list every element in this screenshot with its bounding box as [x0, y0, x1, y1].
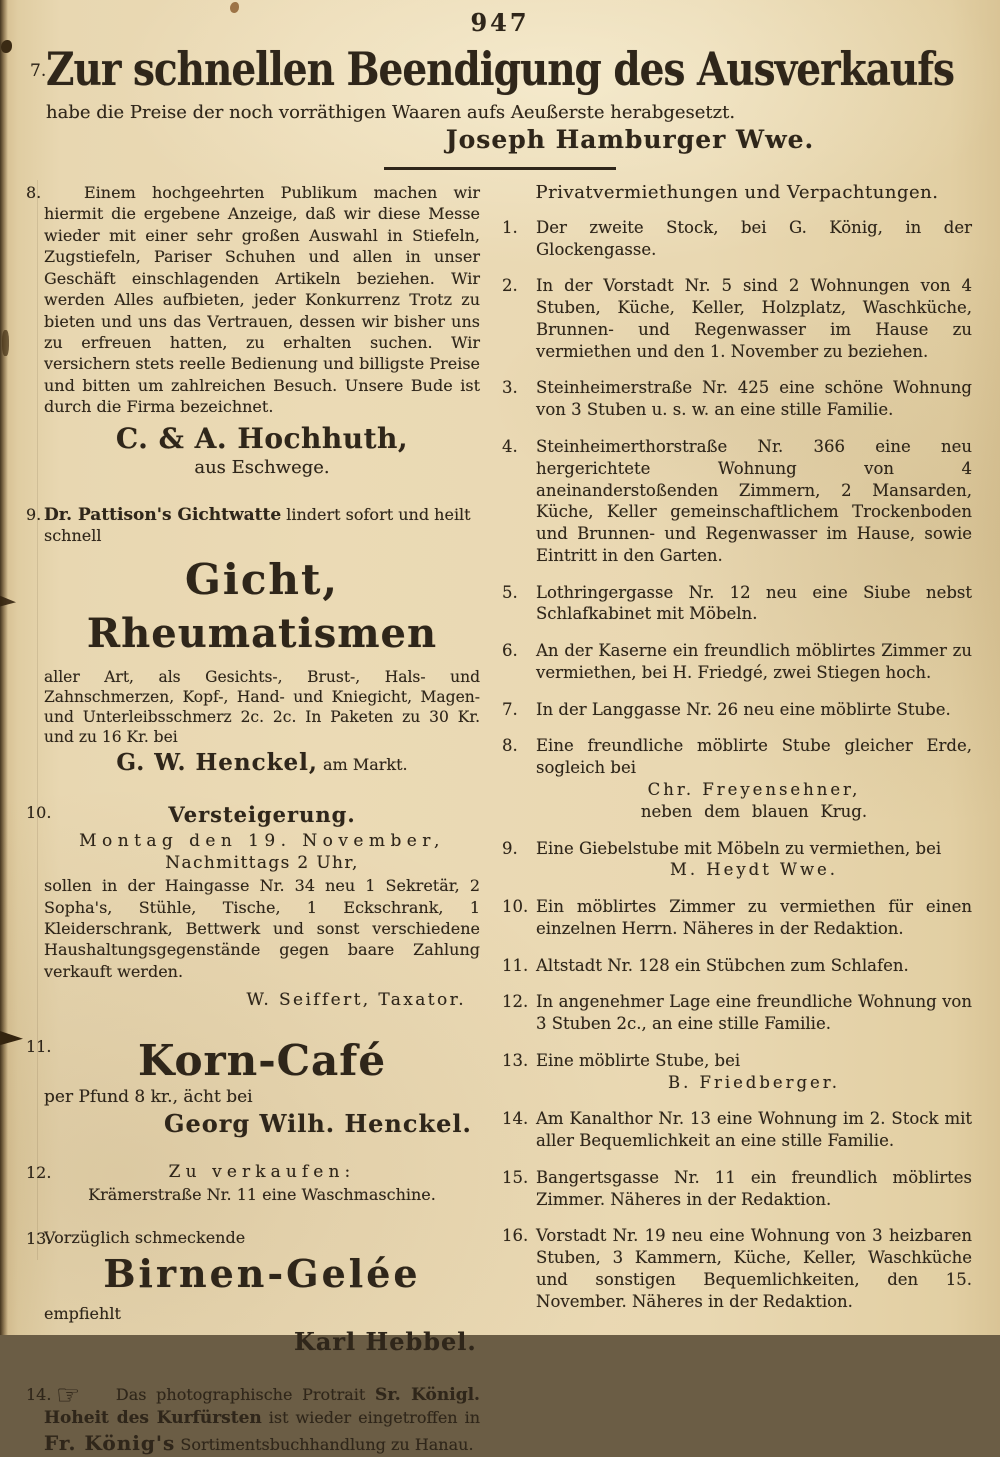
listing-item: [502, 955, 972, 977]
listing-text: Vorstadt Nr. 19 neu eine Wohnung von 3 heizbaren Stuben, 3 Kammern, Küche, Keller, Waschküche und sonstigen Bequemlichkeiten, den 15. November. Näheres in der Redaktion.: [536, 1226, 972, 1311]
ad-lead-bold: Dr. Pattison's Gichtwatte: [44, 504, 282, 525]
ad-title: Zu verkaufen:: [168, 1162, 356, 1183]
ad-title-line2: Rheumatismen: [86, 609, 438, 657]
listing-number: 5.: [502, 582, 518, 602]
listing-text: Lothringergasse Nr. 12 neu eine Siube nebst Schlafkabinet mit Möbeln.: [536, 582, 972, 624]
listing-number: 10.: [502, 897, 529, 917]
pointing-hand-icon: ☞: [56, 1380, 81, 1412]
ad-number: 9.: [26, 504, 42, 524]
listing-text: In der Vorstadt Nr. 5 sind 2 Wohnungen von 4 Stuben, Küche, Keller, Holzplatz, Waschküche, Brunnen- und Regenwasser im Hause zu vermiethen und den 1. November zu beziehen.: [536, 276, 972, 361]
ad-signature: W. Seiffert, Taxator.: [246, 990, 466, 1011]
listing-item: [502, 1225, 972, 1312]
listing-item: [502, 896, 972, 940]
ad-text-3: Sortimentsbuchhandlung zu Hanau.: [180, 1434, 474, 1454]
listing-number: 2.: [502, 276, 518, 296]
listing-text: Eine Giebelstube mit Möbeln zu vermiethen, bei: [536, 838, 942, 858]
listing-item: [502, 217, 972, 261]
listing-number: 8.: [502, 736, 518, 756]
listing-text: Altstadt Nr. 128 ein Stübchen zum Schlafen.: [536, 955, 909, 975]
listing-number: 11.: [502, 955, 529, 975]
listing-item: [502, 699, 972, 721]
ad-hochhuth: [28, 182, 480, 478]
ad-number: 10.: [26, 803, 52, 823]
ad-waschmaschine: [28, 1162, 480, 1204]
page-columns: [0, 180, 1000, 1457]
ad-number: 7.: [30, 61, 47, 81]
ad-signature: [44, 749, 480, 776]
listing-number: 16.: [502, 1226, 529, 1246]
ad-lead: Vorzüglich schmeckende: [44, 1228, 246, 1248]
listing-signature: M. Heydt Wwe.: [670, 860, 838, 880]
listing-text: An der Kaserne ein freundlich möblirtes Zimmer zu vermiethen, bei H. Friedgé, zwei Stiegen hoch.: [536, 641, 972, 682]
ad-text-1: Das photographische Protrait: [115, 1385, 366, 1405]
ad-signature-bold: G. W. Henckel,: [116, 749, 318, 777]
ad-text-bold-1: Sr. Königl. Hoheit des Kurfürsten: [44, 1385, 480, 1429]
listing-item: [502, 1050, 972, 1094]
ad-body: Einem hochgeehrten Publikum machen wir hiermit die ergebene Anzeige, daß wir diese Messe wieder mit einer sehr großen Auswahl in Stiefeln, Zugstiefeln, Pariser Schuhen und allen in unser Geschäft einschlagenden Artikeln beziehen. Wir werden Alles aufbieten, jeder Konkurrenz Trotz zu bieten und uns das Vertrauen, dessen wir bisher uns zu erfreuen hatten, zu erhalten suchen. Wir versichern stets reelle Bedienung und billigste Preise und bitten um zahlreichen Besuch. Unsere Bude ist durch die Firma bezeichnet.: [44, 182, 480, 417]
listing-number: 3.: [502, 378, 518, 398]
ad-signature-rest: am Markt.: [323, 755, 408, 775]
binding-edge-shadow: [0, 0, 8, 1335]
listing-item: [502, 1167, 972, 1211]
listing-number: 7.: [502, 699, 518, 719]
listing-item: [502, 1108, 972, 1152]
ad-time-line: Nachmittags 2 Uhr,: [165, 853, 359, 874]
ad-gichtwatte: [28, 504, 480, 776]
listing-item: [502, 838, 972, 882]
listing-number: 15.: [502, 1167, 529, 1187]
listing-number: 9.: [502, 838, 518, 858]
ad-text-bold-2: Fr. König's: [44, 1430, 176, 1455]
rental-listings: [502, 217, 972, 1313]
listing-item: [502, 991, 972, 1035]
ad-signature: C. & A. Hochhuth,: [115, 421, 409, 455]
ad-body: [44, 1380, 481, 1456]
ad-birnen-gelee: [28, 1228, 480, 1356]
listing-text: Der zweite Stock, bei G. König, in der Glockengasse.: [536, 217, 972, 259]
ad-title: Korn-Café: [137, 1036, 387, 1086]
ad-date-line: Montag den 19. November,: [79, 831, 445, 852]
ad-body: empfiehlt: [44, 1304, 121, 1324]
masthead-ad: [0, 42, 1000, 154]
ad-number: 14.: [26, 1385, 52, 1405]
listing-number: 1.: [502, 217, 518, 237]
ad-signature: Karl Hebbel.: [294, 1327, 477, 1357]
ad-text-2: ist wieder eingetroffen in: [268, 1408, 481, 1428]
ad-lead-rest: lindert sofort und heilt schnell: [44, 504, 471, 545]
ad-title: Birnen-Gelée: [103, 1251, 421, 1297]
masthead-signature: Joseph Hamburger Wwe.: [445, 124, 815, 154]
listing-text: Ein möblirtes Zimmer zu vermiethen für einen einzelnen Herrn. Näheres in der Redaktion.: [536, 897, 972, 938]
listing-text: Bangertsgasse Nr. 11 ein freundlich möblirtes Zimmer. Näheres in der Redaktion.: [536, 1167, 972, 1209]
listing-text: Am Kanalthor Nr. 13 eine Wohnung im 2. Stock mit aller Bequemlichkeit an eine stille Familie.: [536, 1109, 972, 1151]
ad-versteigerung: [28, 802, 480, 1010]
listing-text: In der Langgasse Nr. 26 neu eine möblirte Stube.: [536, 699, 951, 719]
ad-number: 13.: [26, 1229, 52, 1249]
masthead-subline: habe die Preise der noch vorräthigen Waaren aufs Aeußerste herabgesetzt.: [46, 101, 736, 123]
listing-number: 14.: [502, 1109, 529, 1129]
listing-text: Steinheimerthorstraße Nr. 366 eine neu hergerichtete Wohnung von 4 aneinanderstoßenden Zimmern, 2 Mansarden, Küche, Keller gemeinschaftlichem Trockenboden und Brunnen- und Regenwasser im Hause, sowie Eintritt in den Garten.: [536, 437, 972, 565]
listing-number: 12.: [502, 992, 529, 1012]
listing-text: In angenehmer Lage eine freundliche Wohnung von 3 Stuben 2c., an eine stille Familie.: [536, 992, 972, 1034]
right-column: [502, 182, 972, 1457]
listing-item: [502, 582, 972, 626]
section-divider: [384, 167, 616, 170]
ad-body: Krämerstraße Nr. 11 eine Waschmaschine.: [88, 1185, 436, 1205]
ad-korn-cafe: [28, 1036, 480, 1138]
listing-text: Steinheimerstraße Nr. 425 eine schöne Wohnung von 3 Stuben u. s. w. an eine stille Familie.: [536, 378, 972, 420]
left-column: [28, 182, 480, 1457]
ad-title: Versteigerung.: [168, 802, 356, 828]
listing-text: Eine möblirte Stube, bei: [536, 1050, 741, 1070]
masthead-headline: Zur schnellen Beendigung des Ausverkaufs: [46, 42, 954, 97]
paper-fleck: [2, 330, 9, 356]
listing-signature: B. Friedberger.: [668, 1072, 840, 1092]
page-number: 947: [470, 8, 530, 37]
rentals-section-header: Privatvermiethungen und Verpachtungen.: [535, 181, 939, 203]
ad-number: 11.: [26, 1037, 52, 1057]
ad-number: 8.: [26, 182, 42, 202]
ad-number: 12.: [26, 1163, 52, 1183]
ad-title-line1: Gicht,: [185, 554, 339, 604]
ad-lead: [44, 504, 480, 547]
listing-signature: Chr. Freyensehner,: [647, 779, 861, 799]
ad-signature: Georg Wilh. Henckel.: [164, 1109, 472, 1139]
listing-text: Eine freundliche möblirte Stube gleicher Erde, sogleich bei: [536, 736, 972, 778]
listing-number: 13.: [502, 1050, 529, 1070]
ad-body: per Pfund 8 kr., ächt bei: [44, 1087, 253, 1108]
listing-item: [502, 640, 972, 684]
ad-signature-sub: aus Eschwege.: [194, 456, 330, 478]
ad-photographisches-portrait: [26, 1380, 481, 1456]
listing-item: [502, 377, 972, 421]
listing-item: [502, 275, 972, 362]
ad-body: aller Art, als Gesichts-, Brust-, Hals- und Zahnschmerzen, Kopf-, Hand- und Kniegicht, Magen- und Unterleibsschmerz 2c. 2c. In Paketen zu 30 Kr. und zu 16 Kr. bei: [44, 667, 480, 747]
listing-item: [502, 735, 972, 822]
listing-number: 6.: [502, 641, 518, 661]
listing-signature: neben dem blauen Krug.: [640, 801, 868, 821]
listing-item: [502, 436, 972, 567]
ad-body: sollen in der Haingasse Nr. 34 neu 1 Sekretär, 2 Sopha's, Stühle, Tische, 1 Eckschrank, 1 Kleiderschrank, Bettwerk und sonst verschiedene Haushaltungsgegenstände gegen baare Zahlung verkauft werden.: [44, 876, 480, 981]
listing-number: 4.: [502, 437, 518, 457]
